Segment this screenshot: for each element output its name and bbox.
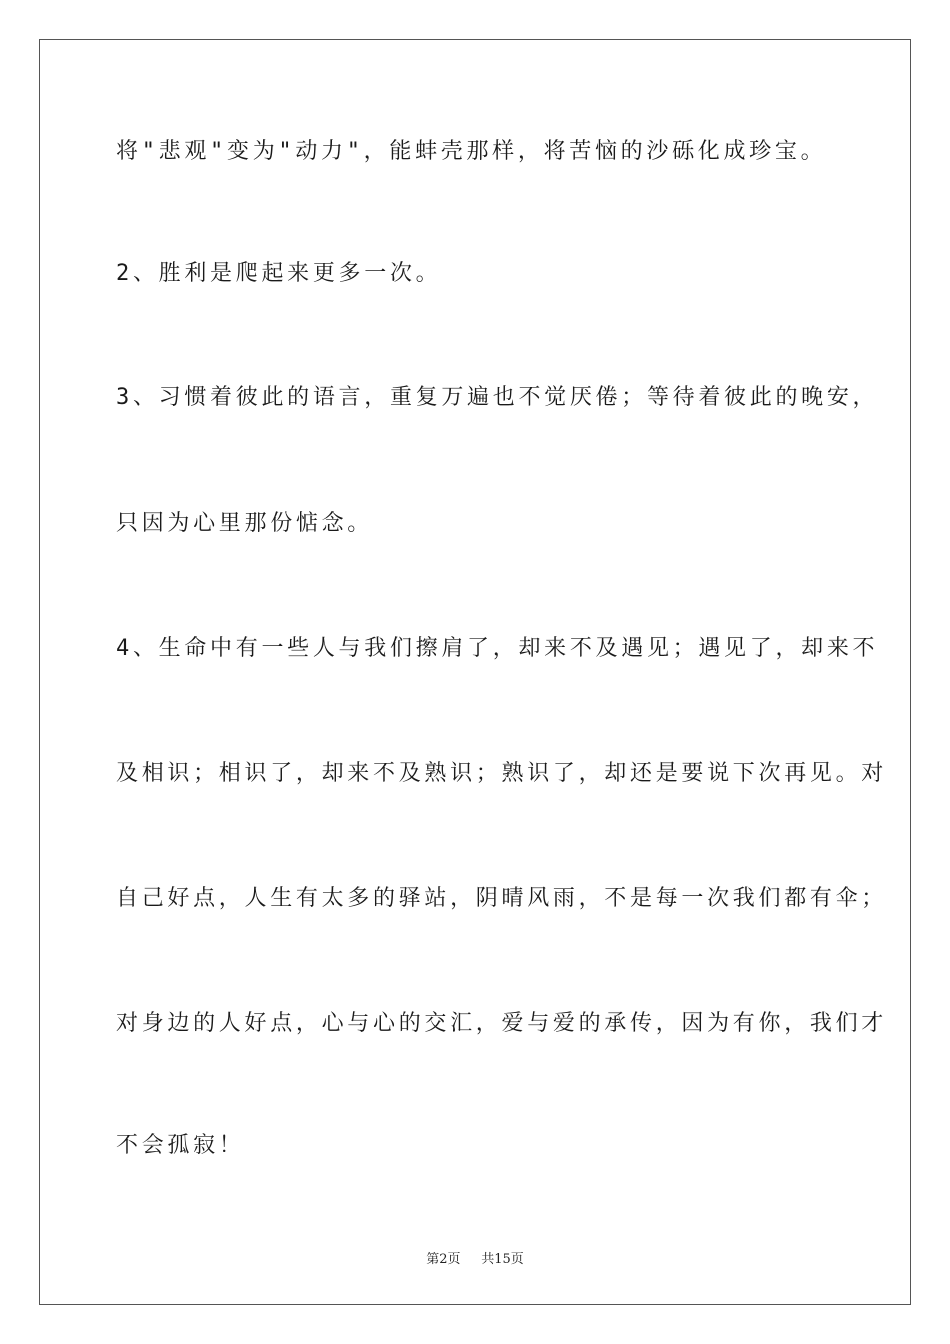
body-line-1: 将"悲观"变为"动力"，能蚌壳那样，将苦恼的沙砾化成珍宝。 xyxy=(116,139,827,164)
body-line-6: 及相识；相识了，却来不及熟识；熟识了，却还是要说下次再见。对 xyxy=(116,761,888,786)
body-line-9: 不会孤寂！ xyxy=(116,1133,245,1158)
page-footer xyxy=(0,1248,950,1267)
body-line-2: 2、胜利是爬起来更多一次。 xyxy=(116,261,442,286)
body-line-8: 对身边的人好点，心与心的交汇，爱与爱的承传，因为有你，我们才 xyxy=(116,1011,888,1036)
body-line-4: 只因为心里那份惦念。 xyxy=(116,511,374,536)
page-total: 共15页 xyxy=(481,1252,524,1267)
page-number: 第2页 xyxy=(426,1252,461,1267)
body-line-7: 自己好点，人生有太多的驿站，阴晴风雨，不是每一次我们都有伞； xyxy=(116,886,888,911)
page-border xyxy=(39,39,911,1305)
body-line-3: 3、习惯着彼此的语言，重复万遍也不觉厌倦；等待着彼此的晚安， xyxy=(116,385,879,410)
body-line-5: 4、生命中有一些人与我们擦肩了，却来不及遇见；遇见了，却来不 xyxy=(116,636,879,661)
